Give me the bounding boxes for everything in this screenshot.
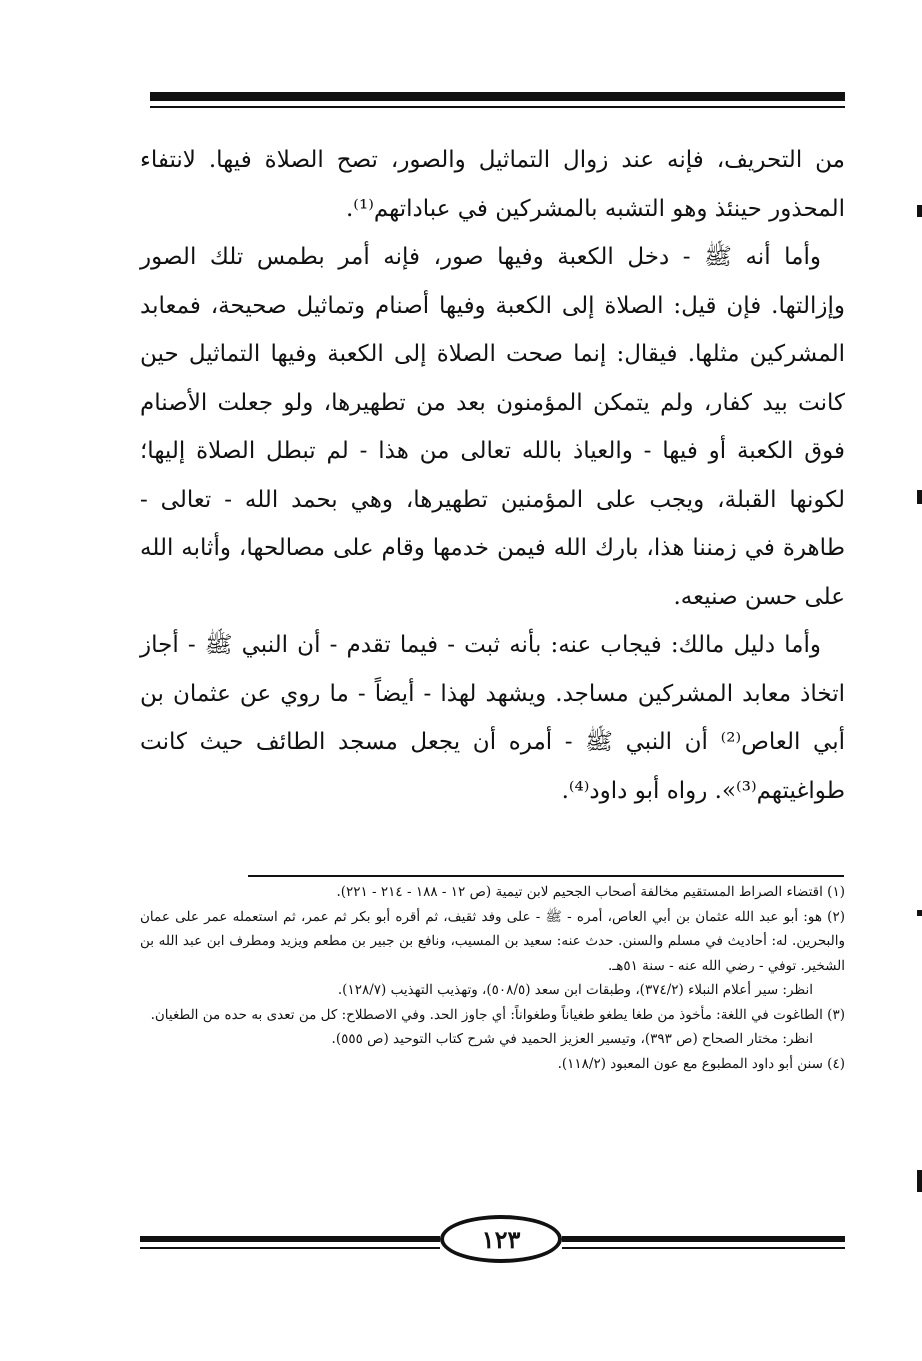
footer-rule-right-thin bbox=[562, 1247, 845, 1249]
page-edge-mark bbox=[917, 205, 922, 217]
header-rule-thick bbox=[150, 92, 845, 101]
footnote-4: (٤) سنن أبو داود المطبوع مع عون المعبود (١١٨/٢). bbox=[557, 1055, 845, 1072]
page-edge-mark bbox=[917, 1170, 922, 1192]
footnotes bbox=[140, 880, 845, 1076]
footnote-separator bbox=[248, 875, 844, 877]
paragraph-3: وأما دليل مالك: فيجاب عنه: بأنه ثبت - فيما تقدم - أن النبي ﷺ - أجاز اتخاذ معابد المشركين مساجد. ويشهد لهذا - أيضاً - ما روي عن عثمان بن أبي العاص⁽²⁾ أن النبي ﷺ - أمره أن يجعل مسجد الطائف حيث كانت طواغيتهم⁽³⁾». رواه أبو داود⁽⁴⁾. bbox=[140, 632, 845, 804]
footnote-3-references: انظر: مختار الصحاح (ص ٣٩٣)، وتيسير العزيز الحميد في شرح كتاب التوحيد (ص ٥٥٥). bbox=[331, 1031, 813, 1047]
paragraph-1: من التحريف، فإنه عند زوال التماثيل والصور، تصح الصلاة فيها. لانتفاء المحذور حينئذ وهو التشبه بالمشركين في عباداتهم⁽¹⁾. bbox=[140, 147, 845, 222]
footnote-1: (١) اقتضاء الصراط المستقيم مخالفة أصحاب الجحيم لابن تيمية (ص ١٢ - ١٨٨ - ٢١٤ - ٢٢١). bbox=[336, 884, 845, 900]
page-edge-mark bbox=[917, 910, 922, 916]
header-rule-thin bbox=[150, 106, 845, 108]
footer-rule-right-thick bbox=[562, 1236, 845, 1242]
page-edge-mark bbox=[917, 490, 922, 504]
footnote-2-references: انظر: سير أعلام النبلاء (٣٧٤/٢)، وطبقات ابن سعد (٥٠٨/٥)، وتهذيب التهذيب (١٢٨/٧). bbox=[337, 982, 813, 998]
footnote-3: (٣) الطاغوت في اللغة: مأخوذ من طغا يطغو طغياناً وطغواناً: أي جاوز الحد. وفي الاصطلاح: كل من تعدى به حده من الطغيان. bbox=[150, 1006, 845, 1023]
footer-rule-left-thick bbox=[140, 1236, 440, 1242]
main-text bbox=[140, 136, 845, 815]
page-number: ١٢٣ bbox=[440, 1215, 562, 1263]
paragraph-2: وأما أنه ﷺ - دخل الكعبة وفيها صور، فإنه أمر بطمس تلك الصور وإزالتها. فإن قيل: الصلاة إلى الكعبة وفيها أصنام وتماثيل صحيحة، فمعابد المشركين مثلها. فيقال: إنما صحت الصلاة إلى الكعبة وفيها التماثيل حين كانت بيد كفار، ولم يتمكن المؤمنون بعد من تطهيرها، ولو جعلت الأصنام فوق الكعبة أو فيها - والعياذ بالله تعالى من هذا - لم تبطل الصلاة إليها؛ لكونها القبلة، ويجب على المؤمنين تطهيرها، وهي بحمد الله - تعالى - طاهرة في زمننا هذا، بارك الله فيمن خدمها وقام على مصالحها، وأثابه الله على حسن صنيعه. bbox=[140, 244, 845, 610]
footnote-2: (٢) هو: أبو عبد الله عثمان بن أبي العاص، أمره - ﷺ - على وفد ثقيف، ثم أقره أبو بكر ثم عمر، ثم استعمله عمر على عمان والبحرين. له: أحاديث في مسلم والسنن. حدث عنه: سعيد بن المسيب، ونافع بن جبير بن مطعم ويزيد ومطرف ابن عبد الله بن الشخير. توفي - رضي الله عنه - سنة ٥١هـ. bbox=[140, 908, 845, 974]
footer-rule-left-thin bbox=[140, 1247, 440, 1249]
